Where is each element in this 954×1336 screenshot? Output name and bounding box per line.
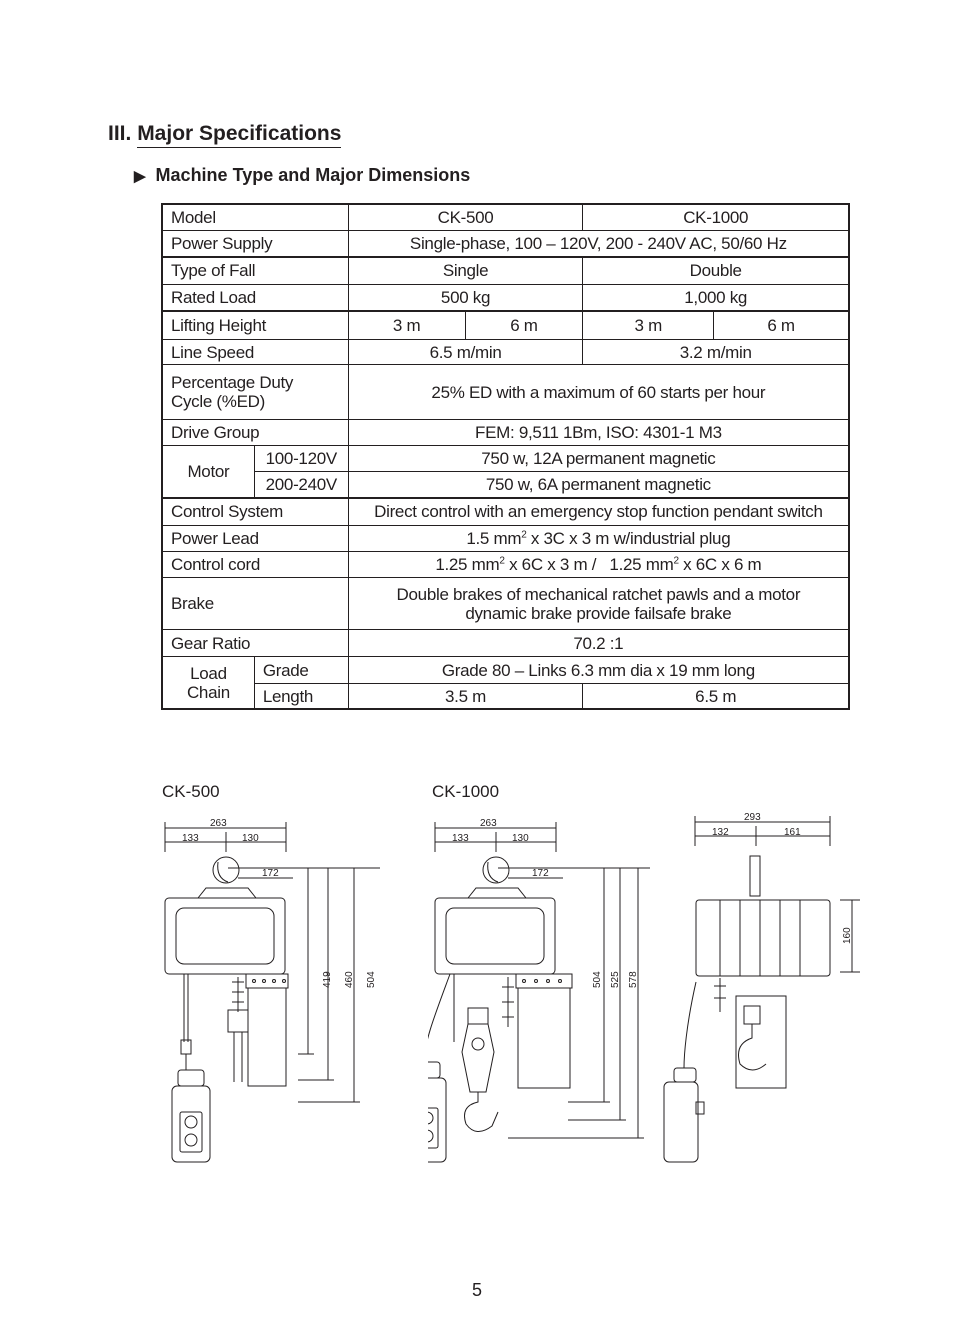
cell: FEM: 9,511 1Bm, ISO: 4301-1 M3 — [348, 420, 848, 446]
cell — [348, 526, 848, 552]
cell: 6 m — [714, 311, 849, 340]
cell: 500 kg — [348, 285, 583, 311]
table-row — [163, 657, 849, 684]
dim-width-right: 130 — [512, 833, 529, 844]
dim-hook-offset: 172 — [532, 868, 549, 879]
table-row — [163, 498, 849, 526]
dim-width-left: 133 — [182, 833, 199, 844]
cell: CK-500 — [348, 205, 583, 231]
row-label: Brake — [163, 578, 349, 630]
side-view-dimension-drawing — [660, 806, 870, 1172]
table-row — [163, 231, 849, 257]
diagram-label-ck1000: CK-1000 — [432, 782, 500, 801]
sub-label: 100-120V — [254, 446, 348, 472]
table-row — [163, 340, 849, 365]
table-row — [163, 552, 849, 578]
dim-height-1: 419 — [322, 971, 333, 988]
sub-label: Length — [254, 684, 348, 709]
text: x 6C x 6 m — [678, 555, 762, 574]
table-row — [163, 446, 849, 472]
text: x 6C x 3 m / 1.25 mm — [504, 555, 674, 574]
row-label-line: Chain — [186, 682, 230, 702]
table-row — [163, 630, 849, 657]
table-row — [163, 420, 849, 446]
dim-height-1: 504 — [592, 971, 603, 988]
page-number: 5 — [471, 1280, 482, 1300]
superscript: 2 — [673, 555, 679, 567]
row-label: Drive Group — [163, 420, 349, 446]
ck500-dimension-drawing — [158, 812, 388, 1172]
cell: 6.5 m/min — [348, 340, 583, 365]
dim-width-total: 263 — [480, 818, 497, 829]
ck1000-dimension-drawing — [428, 812, 658, 1172]
dim-hook-offset: 172 — [262, 868, 279, 879]
table-row — [163, 285, 849, 311]
table-row — [163, 365, 849, 420]
cell: 3 m — [348, 311, 465, 340]
cell-line: dynamic brake provide failsafe brake — [465, 603, 732, 623]
cell — [348, 578, 848, 630]
diagram-label-ck500: CK-500 — [162, 782, 220, 801]
dim-width-total: 263 — [210, 818, 227, 829]
row-label: Type of Fall — [163, 257, 349, 285]
cell: CK-1000 — [583, 205, 849, 231]
cell: Single — [348, 257, 583, 285]
row-label-line: Load — [190, 663, 227, 683]
dim-height-3: 504 — [366, 971, 377, 988]
row-label-line: Cycle (%ED) — [171, 392, 265, 411]
cell: 3.2 m/min — [583, 340, 849, 365]
section-heading — [108, 122, 341, 146]
cell: 750 w, 12A permanent magnetic — [348, 446, 848, 472]
cell — [348, 552, 848, 578]
row-label: Model — [163, 205, 349, 231]
table-row — [163, 311, 849, 340]
cell: 6.5 m — [583, 684, 849, 709]
table-row — [163, 472, 849, 498]
cell: Double — [583, 257, 849, 285]
dim-height-2: 525 — [610, 971, 621, 988]
row-label: Line Speed — [163, 340, 349, 365]
row-label — [163, 365, 349, 420]
row-label: Gear Ratio — [163, 630, 349, 657]
dim-width-right: 130 — [242, 833, 259, 844]
row-label-line: Percentage Duty — [171, 373, 294, 392]
dim-height-2: 460 — [344, 971, 355, 988]
sub-label: Grade — [254, 657, 348, 684]
table-row — [163, 257, 849, 285]
text: 1.25 mm — [435, 555, 500, 574]
cell: 1,000 kg — [583, 285, 849, 311]
row-label: Motor — [163, 446, 255, 498]
subsection-title: Machine Type and Major Dimensions — [155, 165, 471, 185]
row-label — [163, 657, 255, 709]
dim-width-total: 293 — [744, 812, 761, 823]
text: 1.5 mm — [466, 529, 522, 548]
cell: Direct control with an emergency stop function pendant switch — [348, 498, 848, 526]
table-row — [163, 578, 849, 630]
cell: 3.5 m — [348, 684, 583, 709]
row-label: Power Lead — [163, 526, 349, 552]
specifications-table — [162, 204, 849, 709]
section-title: Major Specifications — [137, 122, 341, 148]
table-row — [163, 526, 849, 552]
dim-width-left: 132 — [712, 827, 729, 838]
section-numeral: III. — [108, 122, 132, 145]
subsection-heading — [134, 165, 470, 186]
row-label: Power Supply — [163, 231, 349, 257]
cell-line: Double brakes of mechanical ratchet pawls and a motor — [396, 584, 801, 604]
row-label: Control cord — [163, 552, 349, 578]
triangle-bullet-icon: ▶ — [134, 168, 146, 185]
dim-width-left: 133 — [452, 833, 469, 844]
cell: 25% ED with a maximum of 60 starts per hour — [348, 365, 848, 420]
cell: 70.2 :1 — [348, 630, 848, 657]
superscript: 2 — [499, 555, 505, 567]
row-label: Control System — [163, 498, 349, 526]
sub-label: 200-240V — [254, 472, 348, 498]
cell: 750 w, 6A permanent magnetic — [348, 472, 848, 498]
cell: 3 m — [583, 311, 714, 340]
row-label: Rated Load — [163, 285, 349, 311]
text: x 3C x 3 m w/industrial plug — [526, 529, 731, 548]
dim-height: 160 — [842, 927, 853, 944]
table-row — [163, 205, 849, 231]
dim-width-right: 161 — [784, 827, 801, 838]
row-label: Lifting Height — [163, 311, 349, 340]
dim-height-3: 578 — [628, 971, 639, 988]
superscript: 2 — [521, 529, 527, 541]
cell: 6 m — [465, 311, 583, 340]
cell: Single-phase, 100 – 120V, 200 - 240V AC, 50/60 Hz — [348, 231, 848, 257]
cell: Grade 80 – Links 6.3 mm dia x 19 mm long — [348, 657, 848, 684]
table-row — [163, 684, 849, 709]
